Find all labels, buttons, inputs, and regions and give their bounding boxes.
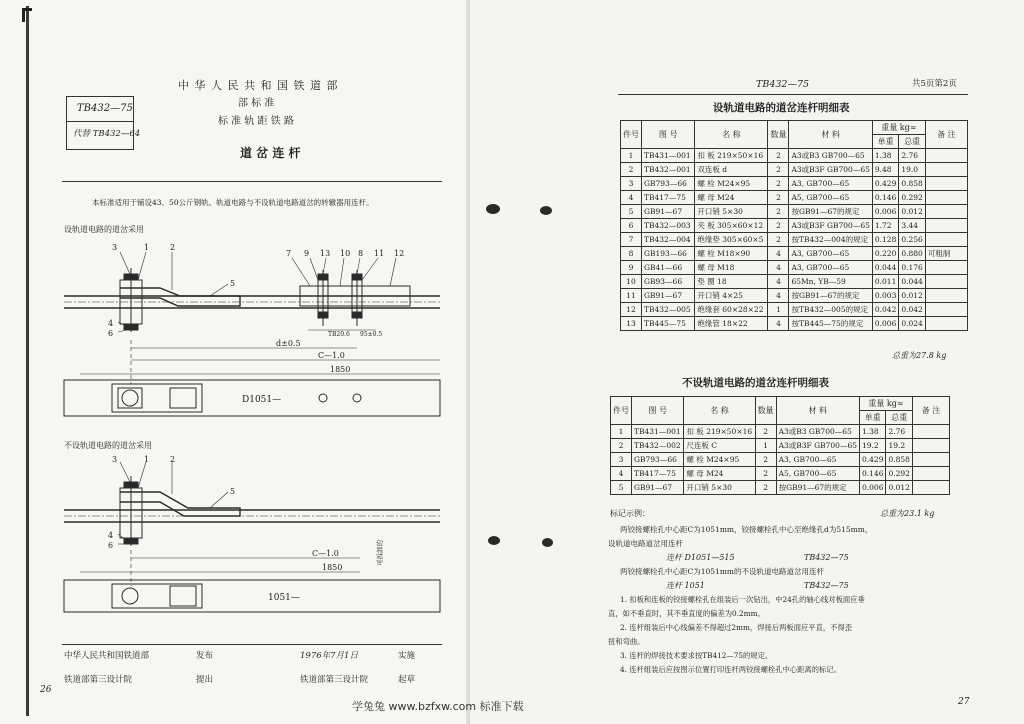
header-pages: 共5页第2页 [912, 79, 957, 89]
table-row: 4 TB417—75 螺 母 M24 2 A5, GB700—65 0.146 0.292 [621, 191, 968, 205]
table-row: 3 GB793—66 螺 栓 M24×95 2 A3, GB700—65 0.429 0.858 [621, 177, 968, 191]
table-row: 11 GB91—67 开口销 4×25 4 按GB91—67的规定 0.003 0.012 [621, 289, 968, 303]
table-row: 8 GB193—66 螺 栓 M18×90 4 A3, GB700—65 0.220 0.880 可粗制 [621, 247, 968, 261]
col-remark: 备 注 [912, 397, 949, 425]
svg-text:1: 1 [144, 243, 150, 252]
col-name: 名 称 [695, 121, 768, 149]
col-drawing: 图 号 [642, 121, 695, 149]
svg-text:4: 4 [108, 531, 114, 540]
marking-example-title: 标记示例： [610, 509, 650, 518]
col-material: 材 料 [789, 121, 872, 149]
svg-text:95±0.5: 95±0.5 [360, 331, 383, 338]
table-row: 13 TB445—75 绝缘管 18×22 4 按TB445—75的规定 0.006 0.024 [621, 317, 968, 331]
table-row: 3 GB793—66 螺 栓 M24×95 2 A3, GB700—65 0.429 0.858 [611, 453, 950, 467]
binding-mark [22, 8, 32, 22]
parts-table-with-track-circuit [620, 120, 968, 331]
left-page-number: 26 [40, 685, 52, 695]
scope-text: 本标准适用于铺设43、50公斤钢轨、轨道电路与不设轨道电路道岔的转辙器用连杆。 [92, 198, 374, 207]
note-1: 1. 扣板和连板的铰接螺栓孔在组装后一次钻出，中24孔的轴心线对板面应垂 [620, 595, 865, 604]
svg-text:13: 13 [320, 249, 331, 258]
table-row: 5 GB91—67 开口销 5×30 2 按GB91—67的规定 0.006 0.012 [611, 481, 950, 495]
standard-code-box [66, 96, 141, 150]
issue-label: 发布 [196, 651, 214, 661]
note-4: 4. 连杆组装后应按图示位置打印连杆两铰接螺栓孔中心距离的标记。 [620, 665, 841, 674]
col-total-weight: 总重 [899, 135, 925, 149]
effective-label: 实施 [398, 651, 416, 661]
right-page [470, 0, 1024, 724]
svg-text:3: 3 [112, 243, 118, 252]
svg-text:7: 7 [286, 249, 292, 258]
svg-text:d±0.5: d±0.5 [276, 339, 301, 348]
scan-blot [540, 206, 552, 215]
table2-title: 不设轨道电路的道岔连杆明细表 [682, 377, 829, 389]
svg-text:5: 5 [230, 279, 236, 288]
example1-text: 两铰接螺栓孔中心距C为1051mm，铰接螺栓孔中心至绝缘孔d为515mm， [620, 525, 873, 534]
table-row: 1 TB431—001 扣 板 219×50×16 2 A3或B3 GB700—65 1.38 2.76 [621, 149, 968, 163]
col-drawing: 图 号 [632, 397, 684, 425]
svg-text:6: 6 [108, 329, 114, 338]
table1-title: 设轨道电路的道岔连杆明细表 [713, 102, 850, 114]
table1-total-weight: 总重为27.8 kg [892, 351, 947, 360]
example2-text: 两铰接螺栓孔中心距C为1051mm的不设轨道电路道岔用连杆 [620, 567, 825, 576]
col-weight: 重量 kg≈ [872, 121, 925, 135]
col-remark: 备 注 [925, 121, 967, 149]
col-unit-weight: 单重 [860, 411, 886, 425]
table-row: 4 TB417—75 螺 母 M24 2 A5, GB700—65 0.146 0.292 [611, 467, 950, 481]
note-2: 2. 连杆组装后中心线偏差不得超过2mm，焊接后两板面应平直，不得歪 [620, 623, 853, 632]
example2-mark: 连杆 1051 [666, 581, 705, 590]
section-with-track-circuit: 设轨道电路的道岔采用 [64, 225, 144, 234]
example1-mark: 连杆 D1051—515 [666, 553, 735, 562]
note-3: 3. 连杆的焊接技术要求按TB412—75的规定。 [620, 651, 773, 660]
scan-blot [486, 204, 500, 214]
svg-text:TB20.6: TB20.6 [328, 331, 350, 338]
table-row: 2 TB432—001 双连板 d 2 A3或B3F GB700—65 9.48 19.0 [621, 163, 968, 177]
example2-code: TB432—75 [804, 581, 849, 590]
svg-text:5: 5 [230, 487, 236, 496]
table-row: 6 TB432—003 夹 板 305×60×12 2 A3或B3F GB700—65 1.72 3.44 [621, 219, 968, 233]
table-row: 2 TB432—002 尺连板 C 1 A3或B3F GB700—65 19.2 19.2 [611, 439, 950, 453]
proposer: 铁道部第三设计院 [64, 675, 133, 685]
rod-drawing-without-track-circuit [60, 454, 440, 634]
right-page-number: 27 [958, 697, 970, 707]
svg-text:2: 2 [170, 455, 176, 464]
example1-text-cont: 设轨道电路道岔用连杆 [608, 539, 683, 548]
issuer: 中华人民共和国铁道部 [64, 651, 150, 661]
col-qty: 数量 [755, 397, 776, 425]
ministry-title: 中 华 人 民 共 和 国 铁 道 部 [178, 79, 339, 92]
replaces-code: 代替 TB432—64 [73, 129, 141, 139]
col-weight: 重量 kg≈ [860, 397, 913, 411]
col-total-weight: 总重 [886, 411, 912, 425]
rod-drawing-with-track-circuit [60, 240, 440, 430]
svg-text:D1051—: D1051— [242, 395, 282, 405]
scan-blot [542, 538, 553, 547]
example1-code: TB432—75 [804, 553, 849, 562]
note-1-cont: 直，如不垂直时，其不垂直度的偏差为0.2mm。 [608, 609, 765, 618]
table-row: 5 GB91—67 开口销 5×30 2 按GB91—67的规定 0.006 0.012 [621, 205, 968, 219]
dept-standard: 部 标 准 [238, 98, 275, 109]
svg-text:10: 10 [340, 249, 351, 258]
svg-text:4: 4 [108, 319, 114, 328]
propose-label: 提出 [196, 675, 214, 685]
svg-text:2: 2 [170, 243, 176, 252]
table-row: 12 TB432—005 绝缘套 60×28×22 1 按TB432—005的规定 0.042 0.042 [621, 303, 968, 317]
col-qty: 数量 [768, 121, 789, 149]
svg-text:1: 1 [144, 455, 150, 464]
section-without-track-circuit: 不设轨道电路的道岔采用 [64, 441, 152, 450]
svg-text:1850: 1850 [330, 365, 351, 374]
svg-text:3: 3 [112, 455, 118, 464]
svg-text:C—1.0: C—1.0 [312, 549, 339, 558]
col-no: 件号 [621, 121, 642, 149]
table-row: 7 TB432—004 绝缘垫 305×60×5 2 按TB432—004的规定 0.128 0.256 [621, 233, 968, 247]
standard-series: 标 准 轨 距 铁 路 [218, 116, 294, 127]
svg-text:1051—: 1051— [268, 593, 300, 603]
draft-label: 起草 [398, 675, 416, 685]
svg-text:6: 6 [108, 541, 114, 550]
footer-rule [62, 644, 442, 645]
site-watermark: 学兔兔 www.bzfxw.com 标准下载 [352, 700, 524, 713]
col-no: 件号 [611, 397, 632, 425]
col-name: 名 称 [684, 397, 755, 425]
drafter: 铁道部第三设计院 [300, 675, 369, 685]
header-code: TB432—75 [756, 79, 810, 90]
parts-table-without-track-circuit [610, 396, 950, 495]
table2-total-weight: 总重为23.1 kg [880, 509, 935, 518]
table-row: 10 GB93—66 垫 圈 18 4 65Mn, YB—59 0.011 0.044 [621, 275, 968, 289]
scan-blot [488, 536, 500, 545]
note-2-cont: 扭和弯曲。 [608, 637, 645, 646]
svg-text:可拆卸的: 可拆卸的 [376, 540, 384, 566]
header-rule [62, 181, 442, 182]
col-material: 材 料 [776, 397, 859, 425]
svg-text:12: 12 [394, 249, 405, 258]
table-row: 9 GB41—66 螺 母 M18 4 A3, GB700—65 0.044 0.176 [621, 261, 968, 275]
col-unit-weight: 单重 [872, 135, 898, 149]
svg-text:11: 11 [374, 249, 385, 258]
svg-text:C—1.0: C—1.0 [318, 351, 345, 360]
svg-text:1850: 1850 [322, 563, 343, 572]
effective-date: 1976年7月1日 [300, 651, 358, 661]
document-title: 道 岔 连 杆 [240, 146, 301, 160]
table-row: 1 TB431—001 扣 板 219×50×16 2 A3或B3 GB700—65 1.38 2.76 [611, 425, 950, 439]
binding-edge [26, 6, 29, 716]
left-page [0, 0, 470, 724]
right-header-rule [618, 94, 968, 95]
svg-text:8: 8 [358, 249, 364, 258]
svg-text:9: 9 [304, 249, 310, 258]
standard-code: TB432—75 [77, 103, 133, 114]
